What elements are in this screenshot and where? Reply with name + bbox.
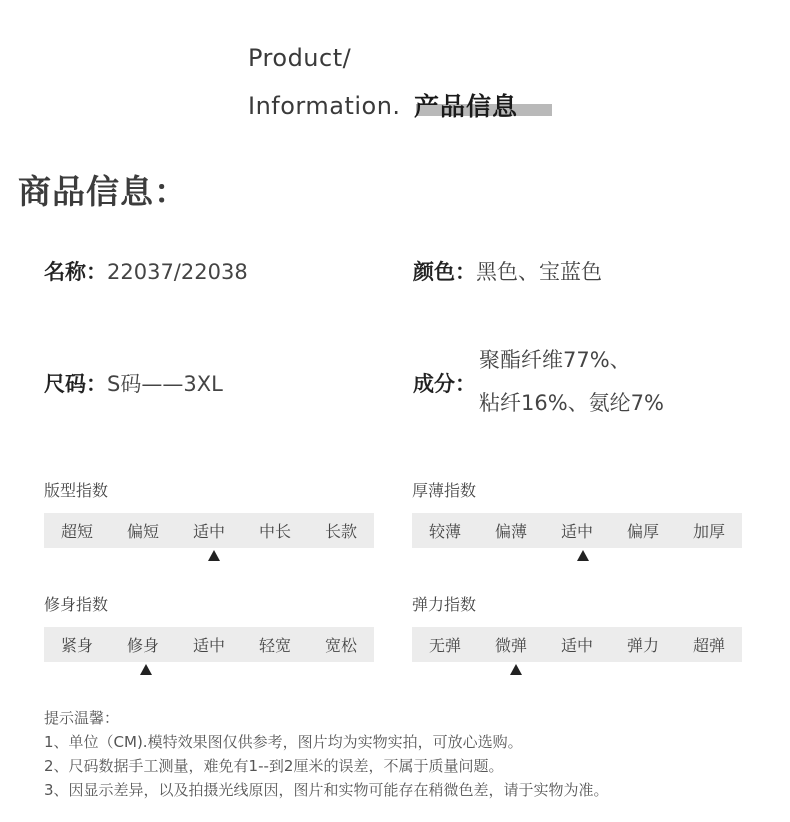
scale-option: 超弹: [692, 636, 725, 655]
selected-marker-triangle-icon: [577, 550, 589, 561]
scale-option: 适中: [192, 636, 225, 655]
field-size-label: 尺码：: [44, 372, 107, 396]
header-en-line1: Product/: [248, 44, 352, 72]
field-material-line1: 聚酯纤维77%、: [479, 348, 631, 372]
scale-option: 长款: [324, 522, 357, 541]
notes-block: [44, 706, 609, 802]
selected-marker-triangle-icon: [140, 664, 152, 675]
scale-option: 偏薄: [494, 522, 527, 541]
index-title: 修身指数: [44, 595, 109, 614]
header-cn-block: [410, 87, 542, 121]
scale-option: 适中: [560, 522, 593, 541]
index-title: 版型指数: [44, 481, 109, 500]
index-scale: [44, 627, 374, 662]
index-title: 弹力指数: [412, 595, 477, 614]
scale-option: 适中: [192, 522, 225, 541]
field-color-label: 颜色：: [413, 260, 476, 284]
field-material-line2: 粘纤16%、氨纶7%: [479, 391, 664, 415]
index-fit: [44, 478, 374, 548]
selected-marker-triangle-icon: [510, 664, 522, 675]
scale-option: 弹力: [626, 636, 659, 655]
selected-marker-triangle-icon: [208, 550, 220, 561]
index-title: 厚薄指数: [412, 481, 477, 500]
scale-option: 修身: [126, 636, 159, 655]
field-name: [44, 256, 248, 286]
scale-option: 宽松: [324, 636, 357, 655]
scale-option: 超短: [60, 522, 93, 541]
scale-option: 微弹: [494, 636, 527, 655]
field-name-label: 名称：: [44, 260, 107, 284]
field-size: [44, 368, 223, 398]
notes-line: 2、尺码数据手工测量，难免有1--到2厘米的误差，不属于质量问题。: [44, 757, 504, 775]
header-en-line2: Information.: [248, 92, 401, 120]
scale-option: 轻宽: [258, 636, 291, 655]
scale-option: 偏短: [126, 522, 159, 541]
section-title: 商品信息：: [18, 172, 188, 211]
field-size-value: S码——3XL: [107, 372, 223, 396]
scale-option: 中长: [258, 522, 291, 541]
notes-line: 1、单位（CM).模特效果图仅供参考，图片均为实物实拍，可放心选购。: [44, 733, 523, 751]
scale-option: 偏厚: [626, 522, 659, 541]
field-material-label: 成分：: [413, 372, 476, 396]
index-slim: [44, 592, 374, 662]
field-color: [413, 256, 602, 286]
field-name-value: 22037/22038: [107, 260, 248, 284]
index-elasticity: [412, 592, 742, 662]
header-cn-title: 产品信息: [414, 92, 519, 121]
field-color-value: 黑色、宝蓝色: [476, 260, 602, 284]
index-scale: [412, 627, 742, 662]
index-scale: [412, 513, 742, 548]
scale-option: 适中: [560, 636, 593, 655]
notes-title: 提示温馨：: [44, 709, 120, 727]
scale-option: 较薄: [428, 522, 461, 541]
scale-option: 加厚: [692, 522, 725, 541]
index-scale: [44, 513, 374, 548]
scale-option: 紧身: [60, 636, 93, 655]
index-thickness: [412, 478, 742, 548]
notes-line: 3、因显示差异，以及拍摄光线原因，图片和实物可能存在稍微色差，请于实物为准。: [44, 781, 609, 799]
scale-option: 无弹: [428, 636, 461, 655]
